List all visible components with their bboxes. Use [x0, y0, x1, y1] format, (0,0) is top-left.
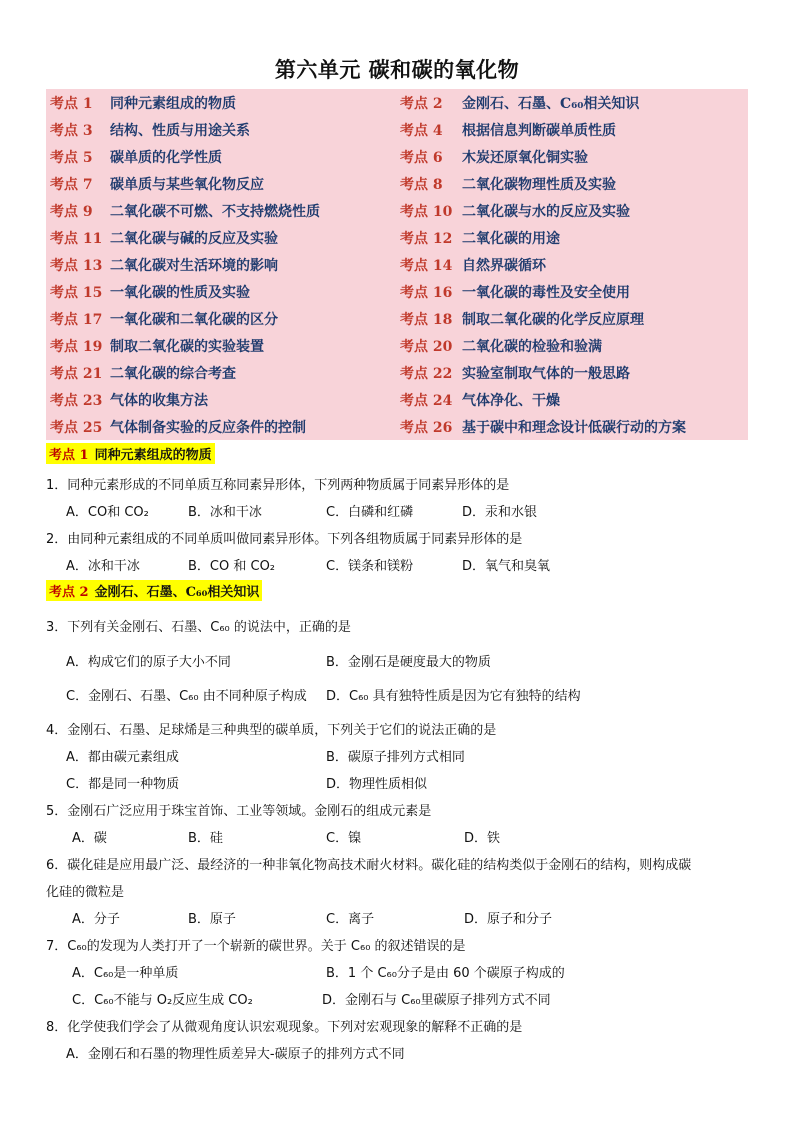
topic-cell — [398, 417, 748, 437]
option-a: A．碳 — [72, 831, 107, 846]
option-d: D．原子和分子 — [464, 912, 553, 927]
topic-name: 结构、性质与用途关系 — [110, 122, 250, 139]
topic-name: 同种元素组成的物质 — [110, 95, 236, 112]
option-b: B．碳原子排列方式相同 — [326, 750, 465, 765]
topic-number: 考点 16 — [400, 284, 453, 301]
option-a: A．C₆₀是一种单质 — [72, 966, 179, 981]
topic-name: 二氧化碳与碱的反应及实验 — [110, 230, 278, 247]
question-stem: 5．金刚石广泛应用于珠宝首饰、工业等领域。金刚石的组成元素是 — [46, 804, 432, 819]
topic-cell — [46, 147, 398, 167]
option-c: C．金刚石、石墨、C₆₀ 由不同种原子构成 — [66, 689, 307, 704]
topic-index-table — [46, 89, 748, 440]
option-d: D．物理性质相似 — [326, 777, 428, 792]
option-d: D．氧气和臭氧 — [462, 559, 551, 574]
topic-row — [46, 170, 748, 197]
topic-number: 考点 14 — [400, 257, 453, 274]
topic-number: 考点 2 — [400, 95, 443, 112]
topic-number: 考点 10 — [400, 203, 453, 220]
topic-number: 考点 19 — [50, 338, 103, 355]
topic-cell — [398, 255, 748, 275]
question-stem: 2．由同种元素组成的不同单质叫做同素异形体。下列各组物质属于同素异形体的是 — [46, 532, 523, 547]
topic-cell — [398, 228, 748, 248]
topic-name: 一氧化碳的毒性及安全使用 — [462, 284, 630, 301]
topic-cell — [398, 390, 748, 410]
topic-name: 二氧化碳的检验和验满 — [462, 338, 602, 355]
topic-row — [46, 305, 748, 332]
option-b: B．冰和干冰 — [188, 505, 262, 520]
topic-name: 制取二氧化碳的化学反应原理 — [462, 311, 644, 328]
topic-name: 二氧化碳与水的反应及实验 — [462, 203, 630, 220]
option-b: B．1 个 C₆₀分子是由 60 个碳原子构成的 — [326, 966, 565, 981]
section-number: 考点 2 — [49, 585, 89, 600]
option-a: A．都由碳元素组成 — [66, 750, 179, 765]
topic-cell — [46, 174, 398, 194]
topic-row — [46, 89, 748, 116]
topic-name: 一氧化碳和二氧化碳的区分 — [110, 311, 278, 328]
topic-name: 碳单质与某些氧化物反应 — [110, 176, 264, 193]
section-title: 金刚石、石墨、C₆₀相关知识 — [94, 585, 260, 600]
topic-number: 考点 7 — [50, 176, 93, 193]
section-header-2 — [46, 580, 262, 601]
topic-name: 碳单质的化学性质 — [110, 149, 222, 166]
topic-cell — [46, 417, 398, 437]
option-d: D．金刚石与 C₆₀里碳原子排列方式不同 — [322, 993, 551, 1008]
topic-cell — [46, 363, 398, 383]
topic-name: 实验室制取气体的一般思路 — [462, 365, 630, 382]
option-c: C．都是同一种物质 — [66, 777, 180, 792]
topic-name: 二氧化碳物理性质及实验 — [462, 176, 616, 193]
topic-row — [46, 197, 748, 224]
question-stem: 1．同种元素形成的不同单质互称同素异形体，下列两种物质属于同素异形体的是 — [46, 478, 510, 493]
topic-number: 考点 4 — [400, 122, 443, 139]
topic-row — [46, 332, 748, 359]
topic-cell — [46, 309, 398, 329]
option-b: B．金刚石是硬度最大的物质 — [326, 655, 491, 670]
topic-number: 考点 18 — [400, 311, 453, 328]
topic-number: 考点 15 — [50, 284, 103, 301]
option-a: A．冰和干冰 — [66, 559, 140, 574]
topic-cell — [398, 363, 748, 383]
option-d: D．铁 — [464, 831, 501, 846]
topic-name: 根据信息判断碳单质性质 — [462, 122, 616, 139]
topic-row — [46, 359, 748, 386]
topic-cell — [46, 336, 398, 356]
question-stem: 8．化学使我们学会了从微观角度认识宏观现象。下列对宏观现象的解释不正确的是 — [46, 1020, 523, 1035]
topic-name: 木炭还原氧化铜实验 — [462, 149, 588, 166]
option-c: C．C₆₀不能与 O₂反应生成 CO₂ — [72, 993, 253, 1008]
topic-cell — [46, 93, 398, 113]
option-c: C．白磷和红磷 — [326, 505, 414, 520]
topic-number: 考点 13 — [50, 257, 103, 274]
topic-cell — [398, 120, 748, 140]
section-number: 考点 1 — [49, 448, 89, 463]
topic-name: 二氧化碳不可燃、不支持燃烧性质 — [110, 203, 320, 220]
topic-cell — [46, 390, 398, 410]
topic-cell — [46, 282, 398, 302]
topic-number: 考点 3 — [50, 122, 93, 139]
option-a: A．构成它们的原子大小不同 — [66, 655, 231, 670]
topic-number: 考点 21 — [50, 365, 103, 382]
topic-name: 基于碳中和理念设计低碳行动的方案 — [462, 419, 686, 436]
topic-name: 气体净化、干燥 — [462, 392, 560, 409]
topic-row — [46, 224, 748, 251]
topic-cell — [398, 282, 748, 302]
section-header-1 — [46, 443, 215, 464]
topic-number: 考点 26 — [400, 419, 453, 436]
topic-name: 金刚石、石墨、C₆₀相关知识 — [462, 95, 640, 112]
page-title: 第六单元 碳和碳的氧化物 — [274, 57, 520, 82]
question-stem-continued: 化硅的微粒是 — [46, 885, 125, 900]
topic-number: 考点 8 — [400, 176, 443, 193]
option-c: C．离子 — [326, 912, 375, 927]
topic-row — [46, 251, 748, 278]
question-stem: 6．碳化硅是应用最广泛、最经济的一种非氧化物高技术耐火材料。碳化硅的结构类似于金刚石的结构，则构成碳 — [46, 858, 692, 873]
question-stem: 3．下列有关金刚石、石墨、C₆₀ 的说法中，正确的是 — [46, 620, 351, 635]
topic-name: 一氧化碳的性质及实验 — [110, 284, 250, 301]
option-c: C．镍 — [326, 831, 362, 846]
topic-number: 考点 23 — [50, 392, 103, 409]
option-a: A．金刚石和石墨的物理性质差异大-碳原子的排列方式不同 — [66, 1047, 405, 1062]
topic-cell — [46, 201, 398, 221]
topic-cell — [398, 309, 748, 329]
topic-row — [46, 386, 748, 413]
option-d: D．汞和水银 — [462, 505, 538, 520]
topic-name: 自然界碳循环 — [462, 257, 546, 274]
topic-name: 制取二氧化碳的实验装置 — [110, 338, 264, 355]
topic-row — [46, 116, 748, 143]
option-b: B．硅 — [188, 831, 223, 846]
topic-number: 考点 11 — [50, 230, 103, 247]
topic-name: 二氧化碳对生活环境的影响 — [110, 257, 278, 274]
topic-row — [46, 413, 748, 440]
topic-row — [46, 278, 748, 305]
topic-name: 二氧化碳的用途 — [462, 230, 560, 247]
option-a: A．分子 — [72, 912, 120, 927]
topic-number: 考点 9 — [50, 203, 93, 220]
topic-cell — [46, 228, 398, 248]
topic-number: 考点 17 — [50, 311, 103, 328]
option-b: B．原子 — [188, 912, 236, 927]
topic-number: 考点 25 — [50, 419, 103, 436]
topic-cell — [398, 147, 748, 167]
topic-name: 气体的收集方法 — [110, 392, 208, 409]
topic-cell — [46, 120, 398, 140]
topic-number: 考点 20 — [400, 338, 453, 355]
topic-row — [46, 143, 748, 170]
topic-number: 考点 22 — [400, 365, 453, 382]
question-stem: 4．金刚石、石墨、足球烯是三种典型的碳单质，下列关于它们的说法正确的是 — [46, 723, 497, 738]
topic-name: 气体制备实验的反应条件的控制 — [110, 419, 306, 436]
option-b: B．CO 和 CO₂ — [188, 559, 276, 574]
topic-number: 考点 12 — [400, 230, 453, 247]
topic-cell — [398, 336, 748, 356]
topic-number: 考点 5 — [50, 149, 93, 166]
topic-cell — [398, 93, 748, 113]
topic-number: 考点 24 — [400, 392, 453, 409]
topic-cell — [398, 201, 748, 221]
option-d: D．C₆₀ 具有独特性质是因为它有独特的结构 — [326, 689, 581, 704]
option-a: A．CO和 CO₂ — [66, 505, 149, 520]
question-stem: 7．C₆₀的发现为人类打开了一个崭新的碳世界。关于 C₆₀ 的叙述错误的是 — [46, 939, 466, 954]
option-c: C．镁条和镁粉 — [326, 559, 414, 574]
topic-number: 考点 6 — [400, 149, 443, 166]
topic-cell — [398, 174, 748, 194]
topic-cell — [46, 255, 398, 275]
topic-name: 二氧化碳的综合考查 — [110, 365, 236, 382]
topic-number: 考点 1 — [50, 95, 93, 112]
section-title: 同种元素组成的物质 — [94, 448, 212, 463]
